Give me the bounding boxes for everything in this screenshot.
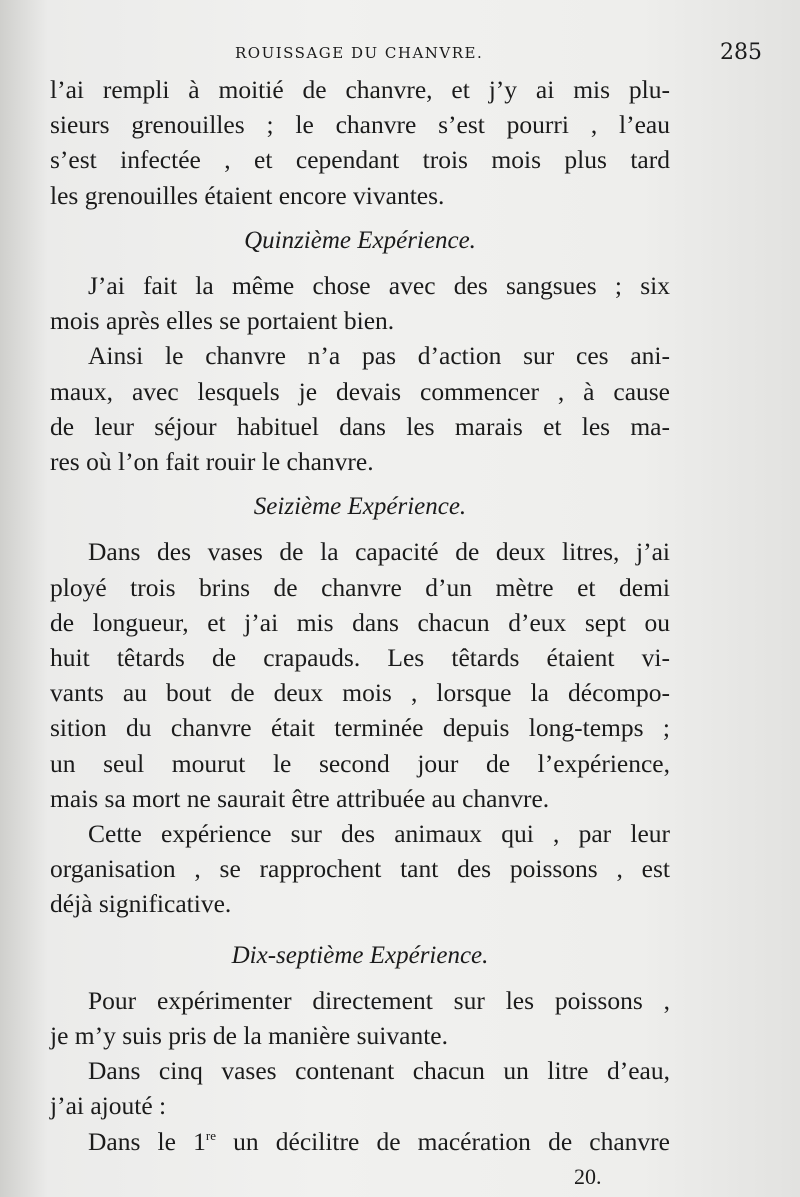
text-line: organisation , se rapprochent tant des poissons , est <box>50 854 670 884</box>
page-number: 285 <box>720 40 762 65</box>
text-line: déjà significative. <box>50 889 232 919</box>
text-line: mois après elles se portaient bien. <box>50 306 395 336</box>
text-line: de leur séjour habituel dans les marais et les ma- <box>50 411 670 441</box>
text-line: sition du chanvre était terminée depuis long-temps ; <box>50 713 670 743</box>
paragraph-4 <box>50 534 670 816</box>
signature-mark: 20. <box>574 1164 602 1189</box>
paragraph-6 <box>50 983 670 1053</box>
text-line: vants au bout de deux mois , lorsque la décompo- <box>50 678 670 708</box>
text-line: maux, avec lesquels je devais commencer , à cause <box>50 376 670 406</box>
text-line: Dans cinq vases contenant chacun un litre d’eau, <box>88 1056 670 1086</box>
text-line: Ainsi le chanvre n’a pas d’action sur ces ani- <box>88 341 670 371</box>
paragraph-5 <box>50 816 670 922</box>
text-line: les grenouilles étaient encore vivantes. <box>50 180 445 210</box>
text-line: Pour expérimenter directement sur les poissons , <box>88 985 670 1015</box>
heading-dix-septieme-experience: Dix-septième Expérience. <box>231 941 489 969</box>
text-fragment: un décilitre de macération de chanvre <box>215 1126 670 1156</box>
page-header <box>40 40 762 70</box>
text-line: J’ai fait la même chose avec des sangsues ; six <box>88 271 670 301</box>
running-title: ROUISSAGE DU CHANVRE. <box>235 44 484 62</box>
text-line: res où l’on fait rouir le chanvre. <box>50 447 374 477</box>
text-line: de longueur, et j’ai mis dans chacun d’eux sept ou <box>50 607 670 637</box>
text-fragment: Dans le 1 <box>88 1126 206 1156</box>
paragraph-3 <box>50 338 670 479</box>
paragraph-7 <box>50 1053 670 1123</box>
text-line: je m’y suis pris de la manière suivante. <box>50 1021 448 1051</box>
heading-seizieme-experience: Seizième Expérience. <box>253 493 467 521</box>
paragraph-2 <box>50 268 670 338</box>
text-line: mais sa mort ne saurait être attribuée au chanvre. <box>50 783 550 813</box>
text-line: sieurs grenouilles ; le chanvre s’est pourri , l’eau <box>50 110 670 140</box>
text-line: l’ai rempli à moitié de chanvre, et j’y ai mis plu- <box>50 75 670 104</box>
body-text <box>50 72 670 1159</box>
ordinal-superscript: re <box>205 1127 216 1143</box>
paragraph-1 <box>50 72 670 213</box>
text-line: j’ai ajouté : <box>50 1091 167 1121</box>
paragraph-8 <box>50 1124 670 1159</box>
heading-quinzieme-experience: Quinzième Expérience. <box>244 226 476 254</box>
text-line: s’est infectée , et cependant trois mois plus tard <box>50 145 670 175</box>
text-line: un seul mourut le second jour de l’expérience, <box>50 748 670 778</box>
text-line: huit têtards de crapauds. Les têtards étaient vi- <box>50 643 670 673</box>
text-line: Cette expérience sur des animaux qui , par leur <box>88 819 670 849</box>
text-line: ployé trois brins de chanvre d’un mètre et demi <box>50 572 670 602</box>
text-line <box>50 1124 670 1159</box>
text-line: Dans des vases de la capacité de deux litres, j’ai <box>88 537 670 567</box>
